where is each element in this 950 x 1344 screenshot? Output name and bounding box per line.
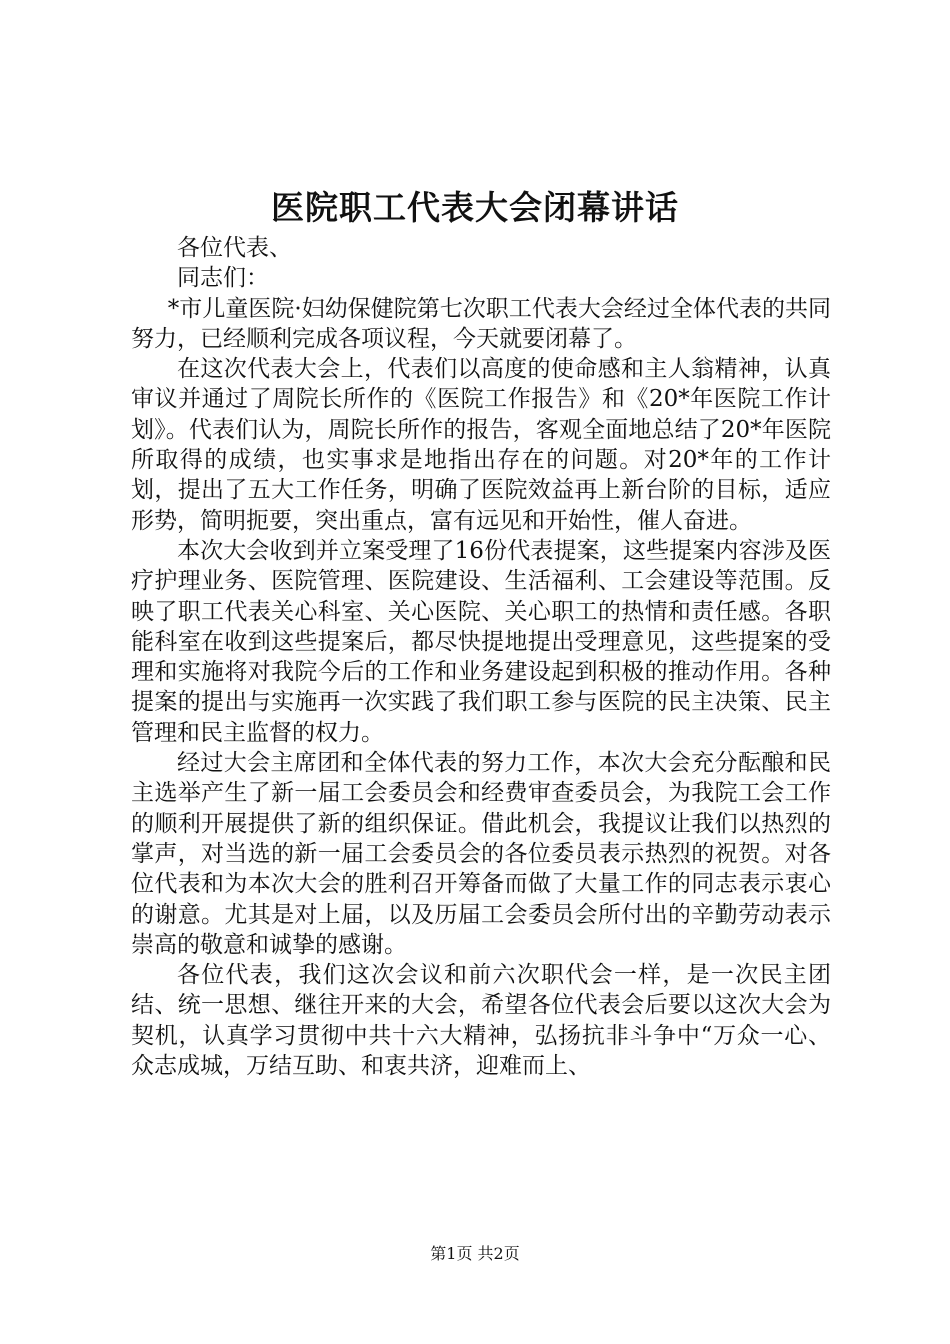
body-paragraph: 本次大会收到并立案受理了16份代表提案，这些提案内容涉及医疗护理业务、医院管理、医院建设、生活福利、工会建设等范围。反映了职工代表关心科室、关心医院、关心职工的热情和责任感。各职能科室在收到这些提案后，都尽快提地提出受理意见，这些提案的受理和实施将对我院今后的工作和业务建设起到积极的推动作用。各种提案的提出与实施再一次实践了我们职工参与医院的民主决策、民主管理和民主监督的权力。 [131, 537, 831, 746]
document-body [131, 233, 831, 1081]
document-title: 医院职工代表大会闭幕讲话 [271, 188, 679, 227]
salutation-line: 各位代表、 [177, 235, 292, 261]
body-paragraph: 在这次代表大会上，代表们以高度的使命感和主人翁精神，认真审议并通过了周院长所作的《医院工作报告》和《20*年医院工作计划》。代表们认为，周院长所作的报告，客观全面地总结了20*年医院所取得的成绩，也实事求是地指出存在的问题。对20*年的工作计划，提出了五大工作任务，明确了医院效益再上新台阶的目标，适应形势，简明扼要，突出重点，富有远见和开始性，催人奋进。 [131, 356, 831, 534]
body-paragraph: 经过大会主席团和全体代表的努力工作，本次大会充分酝酿和民主选举产生了新一届工会委员会和经费审查委员会，为我院工会工作的顺利开展提供了新的组织保证。借此机会，我提议让我们以热烈的掌声，对当选的新一届工会委员会的各位委员表示热烈的祝贺。对各位代表和为本次大会的胜利召开筹备而做了大量工作的同志表示衷心的谢意。尤其是对上届，以及历届工会委员会所付出的辛勤劳动表示崇高的敬意和诚挚的感谢。 [131, 750, 831, 958]
body-paragraph: 各位代表，我们这次会议和前六次职代会一样，是一次民主团结、统一思想、继往开来的大会，希望各位代表会后要以这次大会为契机，认真学习贯彻中共十六大精神，弘扬抗非斗争中“万众一心、众志成城，万结互助、和衷共济，迎难而上、 [131, 962, 831, 1080]
page-number: 第1页 共2页 [430, 1244, 520, 1263]
salutation-line: 同志们： [177, 265, 269, 292]
body-paragraph: *市儿童医院·妇幼保健院第七次职工代表大会经过全体代表的共同努力，已经顺利完成各项议程，今天就要闭幕了。 [131, 295, 831, 352]
